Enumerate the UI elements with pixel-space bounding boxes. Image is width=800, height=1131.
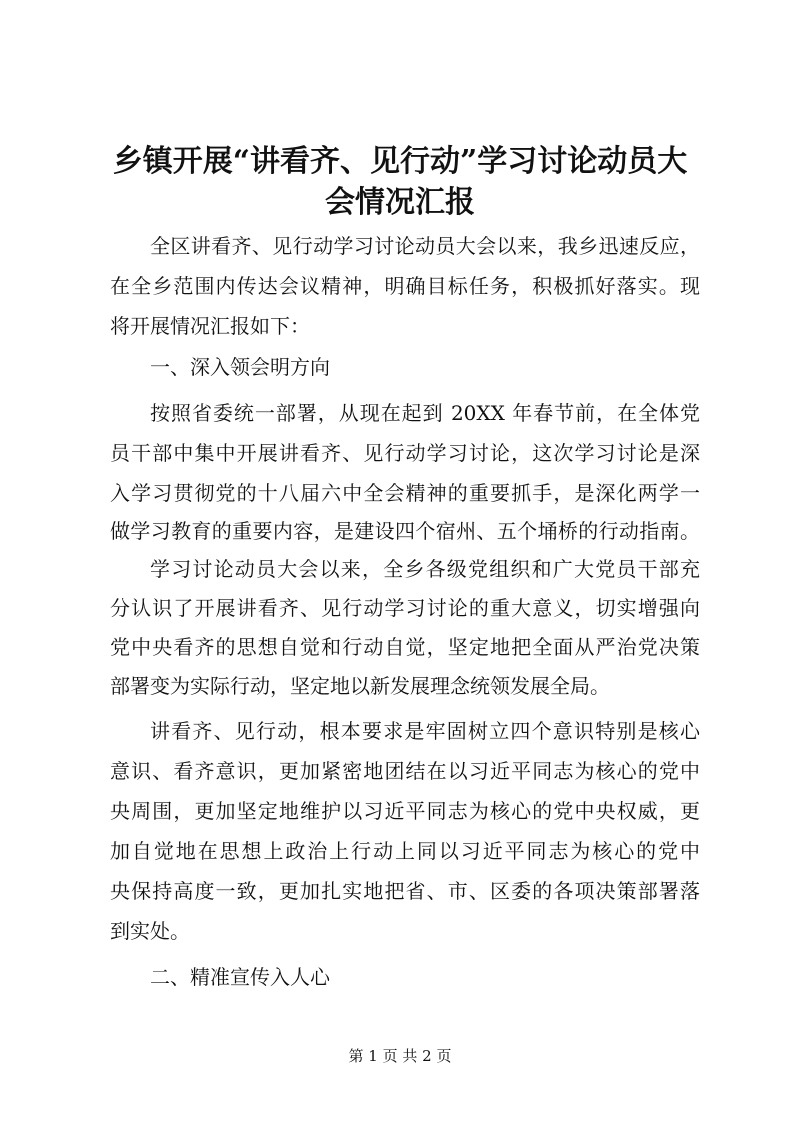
- intro-line: 全区讲看齐、见行动学习讨论动员大会以来，我乡迅速反应，: [150, 234, 700, 258]
- page-number: 第 1 页 共 2 页: [348, 1047, 452, 1065]
- intro-line: 将开展情况汇报如下：: [110, 314, 310, 338]
- paragraph-line: 做学习教育的重要内容，是建设四个宿州、五个埇桥的行动指南。: [110, 519, 700, 543]
- paragraph-line: 学习讨论动员大会以来，全乡各级党组织和广大党员干部充: [150, 557, 700, 581]
- intro-line: 在全乡范围内传达会议精神，明确目标任务，积极抓好落实。现: [110, 274, 700, 298]
- paragraph-line: 员干部中集中开展讲看齐、见行动学习讨论，这次学习讨论是深: [110, 441, 700, 465]
- paragraph-line: 到实处。: [110, 919, 190, 943]
- paragraph-line: 意识、看齐意识，更加紧密地团结在以习近平同志为核心的党中: [110, 759, 700, 783]
- paragraph-line: 党中央看齐的思想自觉和行动自觉，坚定地把全面从严治党决策: [110, 635, 700, 659]
- document-title-line-2: 会情况汇报: [325, 185, 475, 220]
- document-title-line-1: 乡镇开展“讲看齐、见行动”学习讨论动员大: [112, 144, 688, 179]
- paragraph-line: 按照省委统一部署，从现在起到 20XX 年春节前，在全体党: [150, 401, 700, 425]
- section-heading-1: 一、深入领会明方向: [150, 355, 330, 379]
- paragraph-line: 入学习贯彻党的十八届六中全会精神的重要抓手，是深化两学一: [110, 481, 700, 505]
- paragraph-line: 讲看齐、见行动，根本要求是牢固树立四个意识特别是核心: [150, 719, 700, 743]
- section-heading-2: 二、精准宣传入人心: [150, 965, 330, 989]
- paragraph-line: 央周围，更加坚定地维护以习近平同志为核心的党中央权威，更: [110, 799, 700, 823]
- paragraph-line: 部署变为实际行动，坚定地以新发展理念统领发展全局。: [110, 674, 610, 698]
- paragraph-line: 分认识了开展讲看齐、见行动学习讨论的重大意义，切实增强向: [110, 596, 700, 620]
- paragraph-line: 加自觉地在思想上政治上行动上同以习近平同志为核心的党中: [110, 839, 700, 863]
- paragraph-line: 央保持高度一致，更加扎实地把省、市、区委的各项决策部署落: [110, 879, 700, 903]
